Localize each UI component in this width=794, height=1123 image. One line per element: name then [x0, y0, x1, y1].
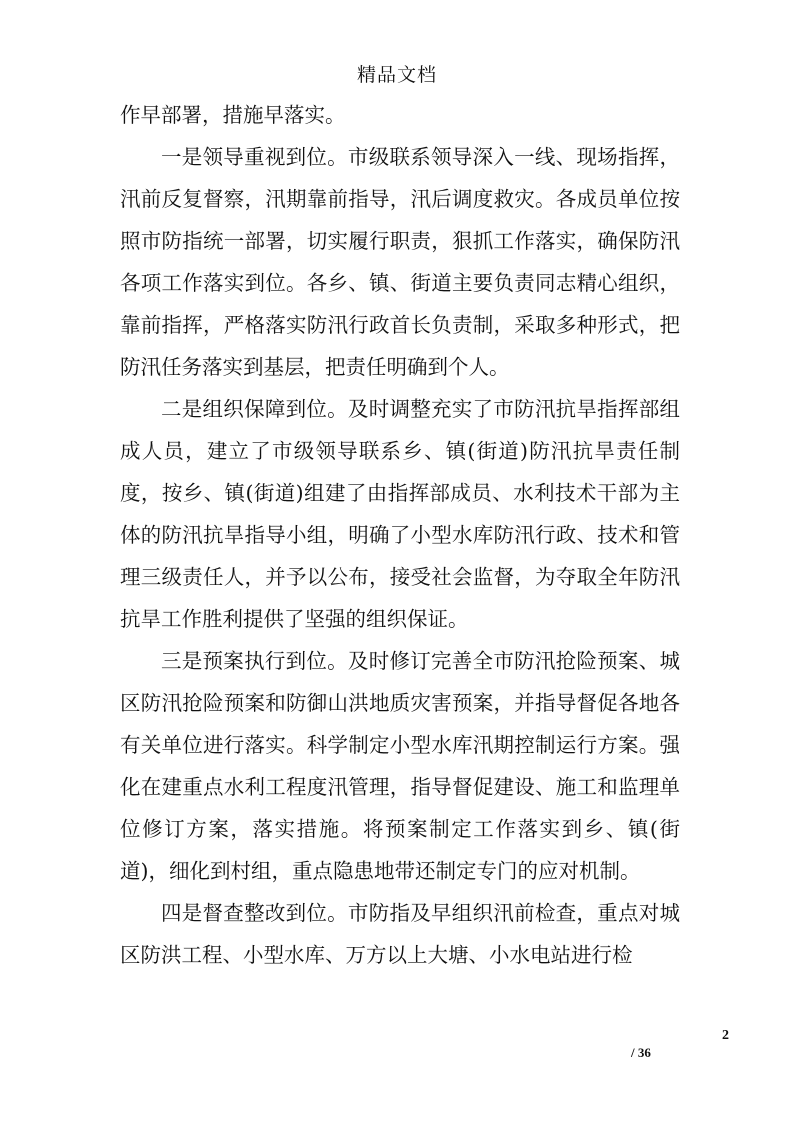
paragraph-leadership: 一是领导重视到位。市级联系领导深入一线、现场指挥，汛前反复督察，汛期靠前指导，汛后调度救灾。各成员单位按照市防指统一部署，切实履行职责，狠抓工作落实，确保防汛各项工作落实到位。各乡、镇、街道主要负责同志精心组织，靠前指挥，严格落实防汛行政首长负责制，采取多种形式，把防汛任务落实到基层，把责任明确到个人。	[120, 145, 680, 379]
document-body	[120, 94, 680, 976]
page-header-title: 精品文档	[356, 64, 437, 86]
paragraph-plan-execution: 三是预案执行到位。及时修订完善全市防汛抢险预案、城区防汛抢险预案和防御山洪地质灾害预案，并指导督促各地各有关单位进行落实。科学制定小型水库汛期控制运行方案。强化在建重点水利工程度汛管理，指导督促建设、施工和监理单位修订方案，落实措施。将预案制定工作落实到乡、镇(街道)，细化到村组，重点隐患地带还制定专门的应对机制。	[120, 649, 680, 883]
paragraph-inspection: 四是督查整改到位。市防指及早组织汛前检查，重点对城区防洪工程、小型水库、万方以上大塘、小水电站进行检	[120, 901, 680, 967]
page-number: 2	[722, 1028, 729, 1043]
paragraph-continuation: 作早部署，措施早落实。	[120, 103, 346, 127]
paragraph-organization: 二是组织保障到位。及时调整充实了市防汛抗旱指挥部组成人员，建立了市级领导联系乡、镇(街道)防汛抗旱责任制度，按乡、镇(街道)组建了由指挥部成员、水利技术干部为主体的防汛抗旱指导小组，明确了小型水库防汛行政、技术和管理三级责任人，并予以公布，接受社会监督，为夺取全年防汛抗旱工作胜利提供了坚强的组织保证。	[120, 397, 680, 631]
page-total: / 36	[631, 1045, 651, 1060]
